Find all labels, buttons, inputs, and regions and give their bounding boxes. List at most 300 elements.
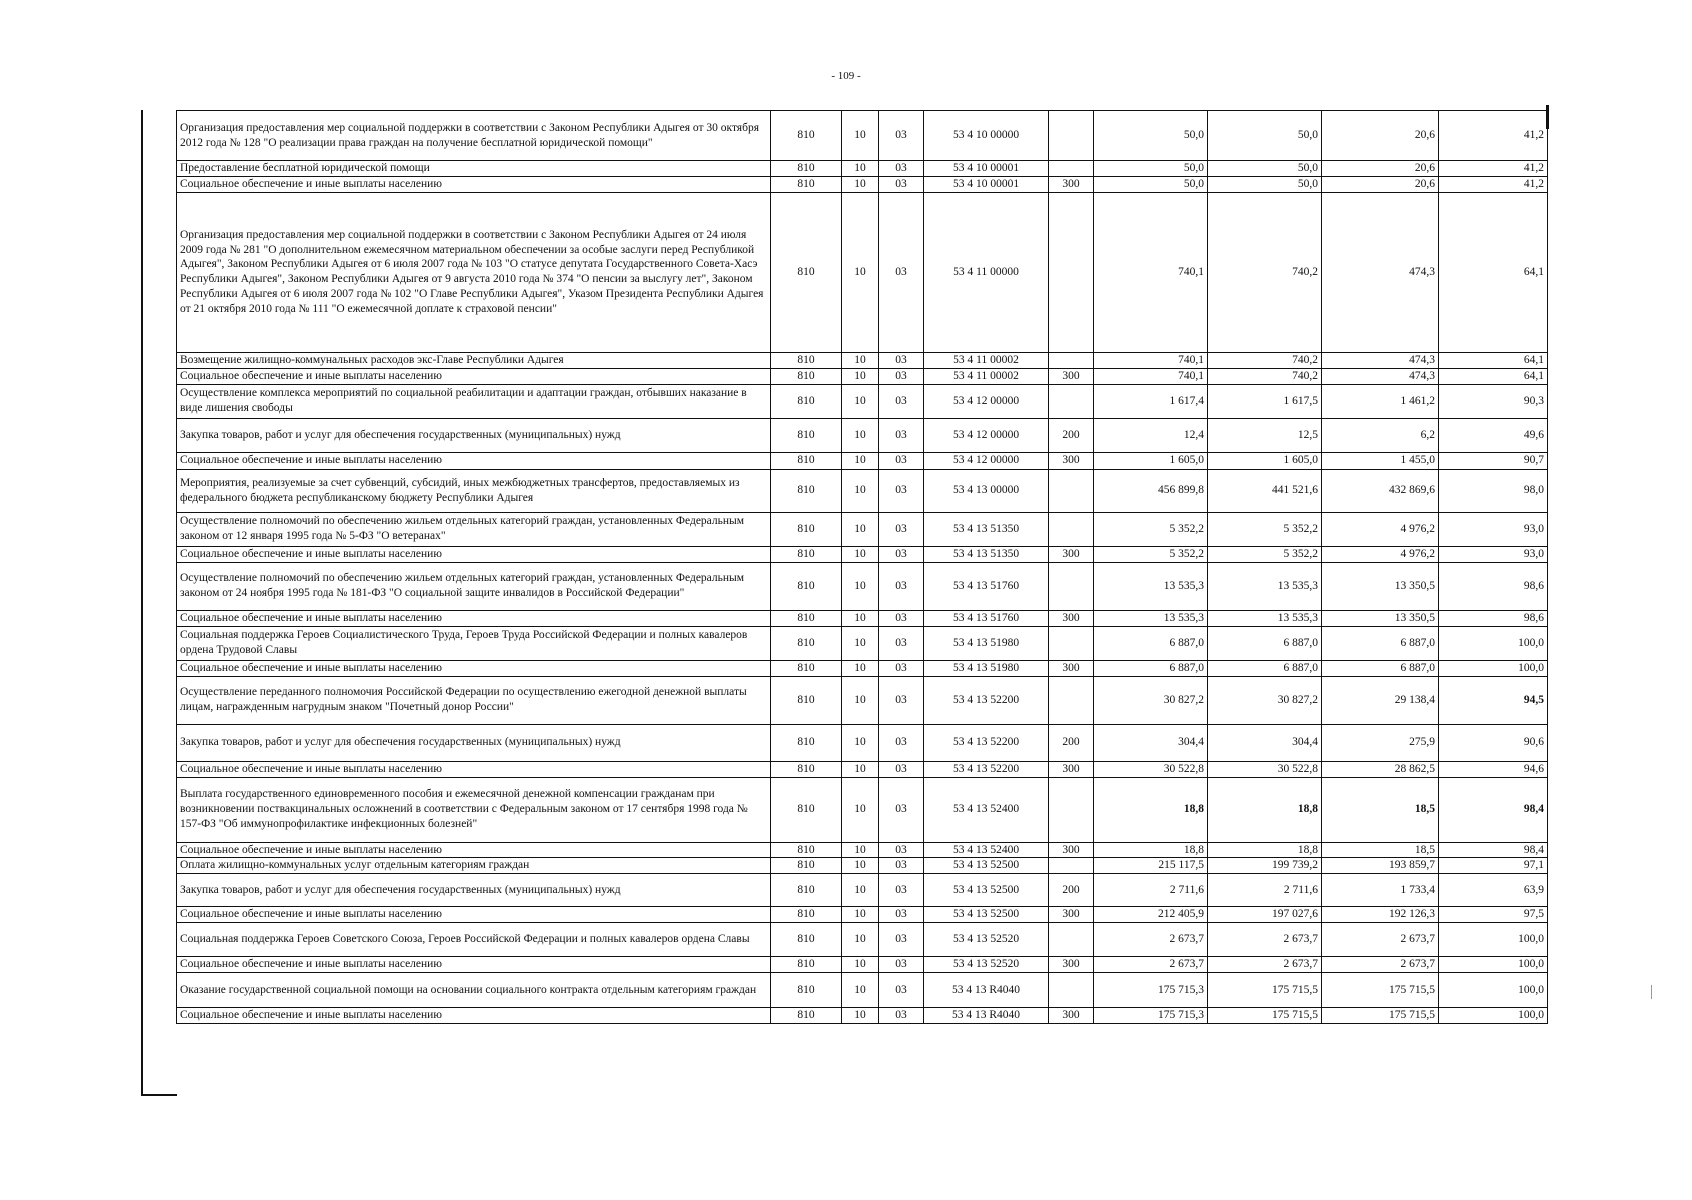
- cell-vr: [1049, 777, 1094, 842]
- cell-vr: [1049, 352, 1094, 368]
- cell-ved: 810: [771, 161, 842, 177]
- cell-name: Закупка товаров, работ и услуг для обеспечения государственных (муниципальных) нужд: [177, 418, 771, 452]
- cell-pct: 98,6: [1439, 562, 1548, 610]
- cell-utv: 197 027,6: [1208, 907, 1322, 923]
- cell-isp: 275,9: [1322, 724, 1439, 761]
- cell-isp: 28 862,5: [1322, 761, 1439, 777]
- cell-name: Социальная поддержка Героев Советского Союза, Героев Российской Федерации и полных кавалеров ордена Славы: [177, 923, 771, 957]
- cell-pct: 90,7: [1439, 452, 1548, 469]
- cell-pr: 03: [879, 610, 924, 626]
- cell-ved: 810: [771, 512, 842, 546]
- cell-utv: 304,4: [1208, 724, 1322, 761]
- cell-utv: 50,0: [1208, 176, 1322, 192]
- cell-vr: [1049, 626, 1094, 660]
- cell-rz: 10: [842, 161, 879, 177]
- cell-isp: 6 887,0: [1322, 660, 1439, 676]
- cell-vr: [1049, 923, 1094, 957]
- cell-pct: 49,6: [1439, 418, 1548, 452]
- cell-rz: 10: [842, 842, 879, 858]
- cell-utv: 30 827,2: [1208, 676, 1322, 724]
- cell-pct: 93,0: [1439, 546, 1548, 562]
- cell-pct: 100,0: [1439, 660, 1548, 676]
- table-body: [177, 111, 1548, 1024]
- cell-pct: 97,5: [1439, 907, 1548, 923]
- cell-isp: 20,6: [1322, 161, 1439, 177]
- cell-rz: 10: [842, 418, 879, 452]
- cell-vr: [1049, 384, 1094, 418]
- cell-ved: 810: [771, 610, 842, 626]
- cell-name: Оплата жилищно-коммунальных услуг отдельным категориям граждан: [177, 858, 771, 874]
- cell-isp: 474,3: [1322, 352, 1439, 368]
- cell-vr: [1049, 562, 1094, 610]
- cell-csr: 53 4 13 52520: [924, 923, 1049, 957]
- cell-csr: 53 4 10 00000: [924, 111, 1049, 161]
- cell-isp: 13 350,5: [1322, 610, 1439, 626]
- cell-rz: 10: [842, 923, 879, 957]
- cell-isp: 474,3: [1322, 192, 1439, 352]
- cell-plan: 30 522,8: [1094, 761, 1208, 777]
- cell-vr: [1049, 161, 1094, 177]
- cell-rz: 10: [842, 512, 879, 546]
- table-row: [177, 923, 1548, 957]
- cell-pr: 03: [879, 546, 924, 562]
- cell-vr: [1049, 858, 1094, 874]
- table-row: [177, 724, 1548, 761]
- cell-isp: 20,6: [1322, 111, 1439, 161]
- cell-isp: 2 673,7: [1322, 923, 1439, 957]
- cell-pr: 03: [879, 907, 924, 923]
- cell-isp: 4 976,2: [1322, 546, 1439, 562]
- cell-plan: 6 887,0: [1094, 626, 1208, 660]
- cell-pct: 98,4: [1439, 842, 1548, 858]
- cell-name: Социальное обеспечение и иные выплаты населению: [177, 546, 771, 562]
- cell-csr: 53 4 13 52400: [924, 777, 1049, 842]
- cell-isp: 474,3: [1322, 368, 1439, 384]
- cell-plan: 740,1: [1094, 352, 1208, 368]
- cell-vr: 300: [1049, 176, 1094, 192]
- cell-isp: 13 350,5: [1322, 562, 1439, 610]
- cell-isp: 2 673,7: [1322, 957, 1439, 973]
- cell-utv: 740,2: [1208, 368, 1322, 384]
- cell-rz: 10: [842, 384, 879, 418]
- cell-plan: 5 352,2: [1094, 546, 1208, 562]
- table-row: [177, 1008, 1548, 1024]
- cell-vr: 200: [1049, 724, 1094, 761]
- cell-ved: 810: [771, 973, 842, 1008]
- cell-pct: 64,1: [1439, 352, 1548, 368]
- cell-rz: 10: [842, 676, 879, 724]
- cell-csr: 53 4 13 51760: [924, 562, 1049, 610]
- cell-plan: 456 899,8: [1094, 469, 1208, 512]
- cell-rz: 10: [842, 907, 879, 923]
- cell-csr: 53 4 13 52200: [924, 724, 1049, 761]
- cell-pct: 41,2: [1439, 161, 1548, 177]
- cell-plan: 13 535,3: [1094, 562, 1208, 610]
- cell-ved: 810: [771, 176, 842, 192]
- cell-utv: 13 535,3: [1208, 562, 1322, 610]
- cell-rz: 10: [842, 858, 879, 874]
- cell-vr: 300: [1049, 842, 1094, 858]
- cell-name: Социальная поддержка Героев Социалистического Труда, Героев Труда Российской Федерации и полных кавалеров ордена Трудовой Славы: [177, 626, 771, 660]
- cell-utv: 199 739,2: [1208, 858, 1322, 874]
- cell-csr: 53 4 13 52200: [924, 761, 1049, 777]
- cell-utv: 5 352,2: [1208, 546, 1322, 562]
- cell-pr: 03: [879, 111, 924, 161]
- table-row: [177, 610, 1548, 626]
- cell-pr: 03: [879, 562, 924, 610]
- cell-ved: 810: [771, 452, 842, 469]
- cell-plan: 175 715,3: [1094, 973, 1208, 1008]
- cell-name: Закупка товаров, работ и услуг для обеспечения государственных (муниципальных) нужд: [177, 874, 771, 907]
- table-row: [177, 660, 1548, 676]
- table-row: [177, 957, 1548, 973]
- cell-name: Социальное обеспечение и иные выплаты населению: [177, 957, 771, 973]
- cell-csr: 53 4 13 52520: [924, 957, 1049, 973]
- cell-pct: 41,2: [1439, 111, 1548, 161]
- cell-utv: 175 715,5: [1208, 973, 1322, 1008]
- cell-plan: 740,1: [1094, 368, 1208, 384]
- cell-vr: 300: [1049, 610, 1094, 626]
- cell-ved: 810: [771, 858, 842, 874]
- cell-plan: 215 117,5: [1094, 858, 1208, 874]
- table-row: [177, 176, 1548, 192]
- cell-pr: 03: [879, 418, 924, 452]
- cell-pr: 03: [879, 973, 924, 1008]
- cell-ved: 810: [771, 957, 842, 973]
- cell-rz: 10: [842, 546, 879, 562]
- cell-name: Организация предоставления мер социальной поддержки в соответствии с Законом Республики Адыгея от 30 октября 2012 года № 128 "О реализации права граждан на получение бесплатной юридической помощи": [177, 111, 771, 161]
- cell-rz: 10: [842, 176, 879, 192]
- table-row: [177, 111, 1548, 161]
- cell-name: Предоставление бесплатной юридической помощи: [177, 161, 771, 177]
- cell-plan: 5 352,2: [1094, 512, 1208, 546]
- cell-utv: 740,2: [1208, 352, 1322, 368]
- cell-ved: 810: [771, 546, 842, 562]
- cell-name: Осуществление переданного полномочия Российской Федерации по осуществлению ежегодной денежной выплаты лицам, награжденным нагрудным знаком "Почетный донор России": [177, 676, 771, 724]
- cell-pr: 03: [879, 923, 924, 957]
- cell-isp: 192 126,3: [1322, 907, 1439, 923]
- cell-pct: 100,0: [1439, 957, 1548, 973]
- cell-pr: 03: [879, 858, 924, 874]
- cell-plan: 50,0: [1094, 161, 1208, 177]
- table-row: [177, 161, 1548, 177]
- scan-artifact: [1651, 985, 1652, 999]
- cell-vr: 200: [1049, 418, 1094, 452]
- cell-isp: 175 715,5: [1322, 973, 1439, 1008]
- cell-pct: 64,1: [1439, 192, 1548, 352]
- cell-plan: 1 617,4: [1094, 384, 1208, 418]
- cell-pct: 100,0: [1439, 923, 1548, 957]
- cell-pr: 03: [879, 176, 924, 192]
- table-row: [177, 546, 1548, 562]
- cell-pct: 94,6: [1439, 761, 1548, 777]
- cell-pr: 03: [879, 724, 924, 761]
- cell-csr: 53 4 13 52200: [924, 676, 1049, 724]
- cell-pct: 94,5: [1439, 676, 1548, 724]
- cell-isp: 20,6: [1322, 176, 1439, 192]
- cell-pct: 90,3: [1439, 384, 1548, 418]
- cell-vr: 300: [1049, 660, 1094, 676]
- cell-utv: 2 711,6: [1208, 874, 1322, 907]
- cell-plan: 304,4: [1094, 724, 1208, 761]
- cell-vr: [1049, 512, 1094, 546]
- cell-isp: 6 887,0: [1322, 626, 1439, 660]
- cell-csr: 53 4 13 51350: [924, 512, 1049, 546]
- cell-pr: 03: [879, 676, 924, 724]
- cell-rz: 10: [842, 874, 879, 907]
- cell-isp: 18,5: [1322, 842, 1439, 858]
- cell-pct: 98,0: [1439, 469, 1548, 512]
- cell-csr: 53 4 13 51350: [924, 546, 1049, 562]
- cell-utv: 50,0: [1208, 111, 1322, 161]
- cell-name: Социальное обеспечение и иные выплаты населению: [177, 176, 771, 192]
- cell-csr: 53 4 13 52500: [924, 907, 1049, 923]
- cell-vr: [1049, 192, 1094, 352]
- cell-rz: 10: [842, 660, 879, 676]
- cell-plan: 1 605,0: [1094, 452, 1208, 469]
- cell-pr: 03: [879, 161, 924, 177]
- cell-pct: 98,4: [1439, 777, 1548, 842]
- budget-table: [176, 110, 1548, 1024]
- cell-utv: 5 352,2: [1208, 512, 1322, 546]
- cell-csr: 53 4 11 00002: [924, 368, 1049, 384]
- cell-utv: 441 521,6: [1208, 469, 1322, 512]
- table-row: [177, 626, 1548, 660]
- table-row: [177, 842, 1548, 858]
- cell-isp: 432 869,6: [1322, 469, 1439, 512]
- cell-isp: 193 859,7: [1322, 858, 1439, 874]
- cell-pr: 03: [879, 512, 924, 546]
- cell-plan: 212 405,9: [1094, 907, 1208, 923]
- cell-csr: 53 4 10 00001: [924, 161, 1049, 177]
- cell-csr: 53 4 12 00000: [924, 418, 1049, 452]
- cell-name: Оказание государственной социальной помощи на основании социального контракта отдельным категориям граждан: [177, 973, 771, 1008]
- cell-rz: 10: [842, 469, 879, 512]
- cell-pr: 03: [879, 1008, 924, 1024]
- cell-plan: 2 673,7: [1094, 957, 1208, 973]
- cell-name: Социальное обеспечение и иные выплаты населению: [177, 660, 771, 676]
- cell-rz: 10: [842, 973, 879, 1008]
- cell-utv: 13 535,3: [1208, 610, 1322, 626]
- cell-utv: 175 715,5: [1208, 1008, 1322, 1024]
- cell-utv: 2 673,7: [1208, 923, 1322, 957]
- cell-ved: 810: [771, 384, 842, 418]
- cell-pct: 98,6: [1439, 610, 1548, 626]
- cell-ved: 810: [771, 1008, 842, 1024]
- table-row: [177, 907, 1548, 923]
- cell-pct: 100,0: [1439, 973, 1548, 1008]
- cell-plan: 18,8: [1094, 777, 1208, 842]
- cell-isp: 175 715,5: [1322, 1008, 1439, 1024]
- cell-name: Социальное обеспечение и иные выплаты населению: [177, 452, 771, 469]
- cell-ved: 810: [771, 874, 842, 907]
- cell-isp: 1 455,0: [1322, 452, 1439, 469]
- cell-pct: 97,1: [1439, 858, 1548, 874]
- cell-plan: 2 711,6: [1094, 874, 1208, 907]
- cell-ved: 810: [771, 352, 842, 368]
- cell-pr: 03: [879, 957, 924, 973]
- cell-utv: 18,8: [1208, 842, 1322, 858]
- cell-csr: 53 4 13 51760: [924, 610, 1049, 626]
- cell-ved: 810: [771, 626, 842, 660]
- cell-vr: [1049, 676, 1094, 724]
- cell-plan: 50,0: [1094, 111, 1208, 161]
- cell-plan: 2 673,7: [1094, 923, 1208, 957]
- cell-utv: 12,5: [1208, 418, 1322, 452]
- cell-pr: 03: [879, 761, 924, 777]
- cell-pct: 63,9: [1439, 874, 1548, 907]
- cell-name: Организация предоставления мер социальной поддержки в соответствии с Законом Республики Адыгея от 24 июля 2009 года № 281 "О дополнительном ежемесячном материальном обеспечении за особые заслуги перед Республикой Адыгея", Законом Республики Адыгея от 6 июля 2007 года № 103 "О статусе депутата Государственного Совета-Хасэ Республики Адыгея", Законом Республики Адыгея от 9 августа 2010 года № 374 "О пенсии за выслугу лет", Законом Республики Адыгея от 6 июля 2007 года № 102 "О Главе Республики Адыгея", Указом Президента Республики Адыгея от 21 октября 2010 года № 111 "О ежемесячной доплате к страховой пенсии": [177, 192, 771, 352]
- cell-csr: 53 4 12 00000: [924, 452, 1049, 469]
- cell-pr: 03: [879, 192, 924, 352]
- cell-vr: 300: [1049, 761, 1094, 777]
- cell-rz: 10: [842, 1008, 879, 1024]
- cell-vr: 300: [1049, 1008, 1094, 1024]
- table-row: [177, 418, 1548, 452]
- cell-plan: 740,1: [1094, 192, 1208, 352]
- cell-name: Осуществление полномочий по обеспечению жильем отдельных категорий граждан, установленных Федеральным законом от 12 января 1995 года № 5-ФЗ "О ветеранах": [177, 512, 771, 546]
- table-row: [177, 512, 1548, 546]
- cell-vr: [1049, 111, 1094, 161]
- cell-pr: 03: [879, 384, 924, 418]
- cell-csr: 53 4 11 00000: [924, 192, 1049, 352]
- cell-isp: 29 138,4: [1322, 676, 1439, 724]
- cell-pr: 03: [879, 874, 924, 907]
- cell-pr: 03: [879, 352, 924, 368]
- cell-csr: 53 4 11 00002: [924, 352, 1049, 368]
- cell-rz: 10: [842, 562, 879, 610]
- cell-ved: 810: [771, 724, 842, 761]
- table-row: [177, 352, 1548, 368]
- cell-ved: 810: [771, 761, 842, 777]
- cell-csr: 53 4 13 51980: [924, 660, 1049, 676]
- cell-csr: 53 4 13 52500: [924, 858, 1049, 874]
- cell-vr: [1049, 973, 1094, 1008]
- cell-name: Осуществление комплекса мероприятий по социальной реабилитации и адаптации граждан, отбывших наказание в виде лишения свободы: [177, 384, 771, 418]
- cell-pr: 03: [879, 777, 924, 842]
- cell-pct: 64,1: [1439, 368, 1548, 384]
- cell-vr: 300: [1049, 368, 1094, 384]
- cell-rz: 10: [842, 724, 879, 761]
- table-row: [177, 384, 1548, 418]
- cell-ved: 810: [771, 562, 842, 610]
- cell-rz: 10: [842, 777, 879, 842]
- table-row: [177, 368, 1548, 384]
- cell-ved: 810: [771, 111, 842, 161]
- cell-ved: 810: [771, 660, 842, 676]
- cell-ved: 810: [771, 418, 842, 452]
- cell-name: Социальное обеспечение и иные выплаты населению: [177, 907, 771, 923]
- cell-ved: 810: [771, 469, 842, 512]
- cell-ved: 810: [771, 907, 842, 923]
- cell-pr: 03: [879, 368, 924, 384]
- table-row: [177, 676, 1548, 724]
- cell-csr: 53 4 13 52400: [924, 842, 1049, 858]
- cell-csr: 53 4 13 R4040: [924, 1008, 1049, 1024]
- cell-vr: 300: [1049, 452, 1094, 469]
- cell-rz: 10: [842, 368, 879, 384]
- cell-ved: 810: [771, 777, 842, 842]
- table-row: [177, 761, 1548, 777]
- cell-pr: 03: [879, 626, 924, 660]
- cell-vr: [1049, 469, 1094, 512]
- cell-name: Возмещение жилищно-коммунальных расходов экс-Главе Республики Адыгея: [177, 352, 771, 368]
- cell-csr: 53 4 10 00001: [924, 176, 1049, 192]
- cell-plan: 50,0: [1094, 176, 1208, 192]
- cell-pr: 03: [879, 452, 924, 469]
- table-row: [177, 777, 1548, 842]
- cell-name: Социальное обеспечение и иные выплаты населению: [177, 610, 771, 626]
- cell-rz: 10: [842, 192, 879, 352]
- cell-plan: 13 535,3: [1094, 610, 1208, 626]
- cell-pct: 90,6: [1439, 724, 1548, 761]
- cell-pr: 03: [879, 842, 924, 858]
- cell-plan: 12,4: [1094, 418, 1208, 452]
- cell-utv: 30 522,8: [1208, 761, 1322, 777]
- cell-csr: 53 4 13 00000: [924, 469, 1049, 512]
- cell-csr: 53 4 13 51980: [924, 626, 1049, 660]
- cell-plan: 175 715,3: [1094, 1008, 1208, 1024]
- table-row: [177, 192, 1548, 352]
- cell-utv: 740,2: [1208, 192, 1322, 352]
- table-row: [177, 874, 1548, 907]
- cell-pct: 93,0: [1439, 512, 1548, 546]
- cell-rz: 10: [842, 957, 879, 973]
- cell-ved: 810: [771, 923, 842, 957]
- cell-vr: 300: [1049, 957, 1094, 973]
- cell-pr: 03: [879, 660, 924, 676]
- cell-csr: 53 4 13 R4040: [924, 973, 1049, 1008]
- cell-isp: 6,2: [1322, 418, 1439, 452]
- cell-rz: 10: [842, 452, 879, 469]
- cell-name: Закупка товаров, работ и услуг для обеспечения государственных (муниципальных) нужд: [177, 724, 771, 761]
- cell-vr: 200: [1049, 874, 1094, 907]
- cell-name: Социальное обеспечение и иные выплаты населению: [177, 1008, 771, 1024]
- cell-isp: 4 976,2: [1322, 512, 1439, 546]
- cell-csr: 53 4 12 00000: [924, 384, 1049, 418]
- cell-vr: 300: [1049, 907, 1094, 923]
- page-number: - 109 -: [831, 70, 861, 82]
- cell-ved: 810: [771, 192, 842, 352]
- cell-utv: 1 605,0: [1208, 452, 1322, 469]
- cell-rz: 10: [842, 352, 879, 368]
- cell-utv: 18,8: [1208, 777, 1322, 842]
- cell-utv: 6 887,0: [1208, 660, 1322, 676]
- cell-name: Социальное обеспечение и иные выплаты населению: [177, 842, 771, 858]
- cell-pct: 100,0: [1439, 1008, 1548, 1024]
- cell-plan: 6 887,0: [1094, 660, 1208, 676]
- table-row: [177, 469, 1548, 512]
- cell-ved: 810: [771, 842, 842, 858]
- table-row: [177, 452, 1548, 469]
- cell-plan: 30 827,2: [1094, 676, 1208, 724]
- cell-isp: 1 461,2: [1322, 384, 1439, 418]
- cell-pr: 03: [879, 469, 924, 512]
- cell-isp: 18,5: [1322, 777, 1439, 842]
- cell-isp: 1 733,4: [1322, 874, 1439, 907]
- cell-plan: 18,8: [1094, 842, 1208, 858]
- cell-vr: 300: [1049, 546, 1094, 562]
- cell-name: Выплата государственного единовременного пособия и ежемесячной денежной компенсации гражданам при возникновении поствакцинальных осложнений в соответствии с Федеральным законом от 17 сентября 1998 года № 157-ФЗ "Об иммунопрофилактике инфекционных болезней": [177, 777, 771, 842]
- table-row: [177, 973, 1548, 1008]
- left-margin-column: [141, 110, 177, 1096]
- cell-utv: 50,0: [1208, 161, 1322, 177]
- cell-rz: 10: [842, 626, 879, 660]
- cell-name: Мероприятия, реализуемые за счет субвенций, субсидий, иных межбюджетных трансфертов, предоставляемых из федерального бюджета республиканскому бюджету Республики Адыгея: [177, 469, 771, 512]
- cell-ved: 810: [771, 676, 842, 724]
- cell-rz: 10: [842, 610, 879, 626]
- table-row: [177, 858, 1548, 874]
